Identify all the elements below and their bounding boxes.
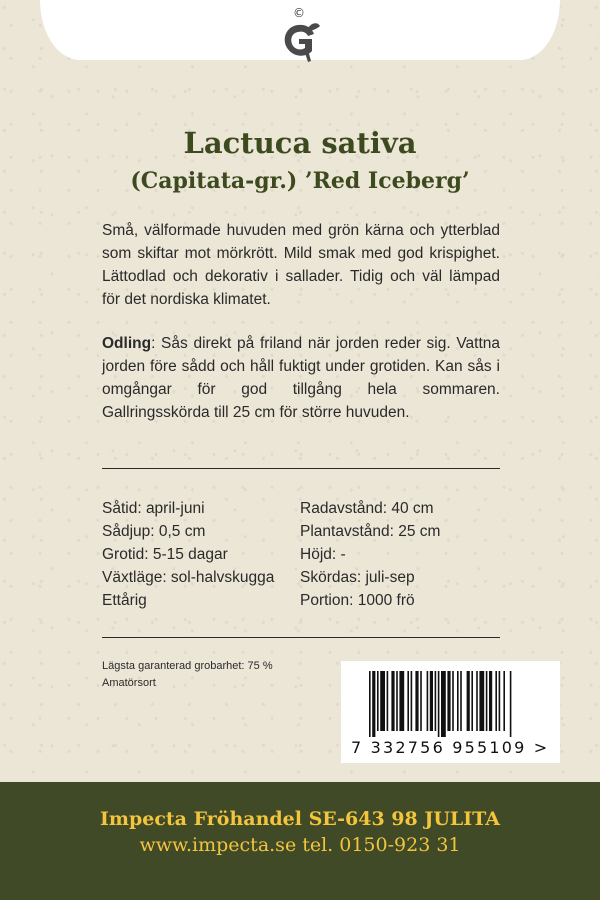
- cultivation-label: Odling: [102, 335, 152, 352]
- barcode-bar: [441, 671, 446, 737]
- barcode-bar: [377, 671, 379, 731]
- barcode-bar: [435, 671, 437, 731]
- barcode-bar: [427, 671, 429, 731]
- latin-name-title: Lactuca sativa: [183, 126, 417, 160]
- barcode-bar: [411, 671, 413, 731]
- specs-left-column: [102, 497, 302, 612]
- cultivar-title: (Capitata-gr.) ’Red Iceberg’: [130, 168, 470, 194]
- barcode-bars: [341, 661, 560, 741]
- specs-right-column: [300, 497, 500, 612]
- barcode-bar: [415, 671, 418, 731]
- barcode-bar: [438, 671, 440, 737]
- barcode-bar: [476, 671, 478, 731]
- cultivation-text: : Sås direkt på friland när jorden reder sig. Vattna jorden före sådd och håll fuktigt under grotiden. Kan sås i omgångar för god tillgång hela sommaren. Gallringsskörda till 25 cm för större huvuden.: [102, 335, 500, 421]
- barcode-bar: [430, 671, 433, 731]
- spec-lifecycle: Ettårig: [102, 592, 147, 609]
- barcode-number: 7 332756 955109 >: [351, 738, 550, 757]
- barcode-bar: [489, 671, 492, 731]
- barcode-bar: [467, 671, 470, 731]
- barcode-bar: [457, 671, 459, 731]
- barcode-bar: [380, 671, 385, 731]
- barcode-bar: [391, 671, 394, 731]
- barcode-bar: [447, 671, 450, 731]
- description-paragraph: Små, välformade huvuden med grön kärna och ytterblad som skiftar mot mörkrött. Mild smak med god krispighet. Lättodlad och dekorativ i sallader. Tidig och väl lämpad för det nordiska klimatet.: [102, 222, 500, 308]
- spec-height: Höjd: -: [300, 546, 346, 563]
- barcode-bar: [396, 671, 398, 731]
- spec-growing-site: Växtläge: sol-halvskugga: [102, 569, 275, 586]
- barcode-bar: [503, 671, 505, 731]
- company-address: Impecta Fröhandel SE-643 98 JULITA: [99, 808, 501, 830]
- barcode-bar: [510, 671, 512, 737]
- barcode: [341, 661, 560, 763]
- barcode-bar: [387, 671, 389, 731]
- spec-sowing-depth: Sådjup: 0,5 cm: [102, 523, 206, 540]
- cultivation-paragraph: [102, 332, 500, 424]
- barcode-bar: [479, 671, 484, 731]
- barcode-bar: [460, 671, 462, 731]
- barcode-bar: [471, 671, 473, 731]
- spec-germination-time: Grotid: 5-15 dagar: [102, 546, 228, 563]
- contact-info: www.impecta.se tel. 0150-923 31: [139, 834, 461, 856]
- copyright-symbol: ©: [293, 6, 305, 20]
- barcode-bar: [399, 671, 404, 731]
- spec-row-spacing: Radavstånd: 40 cm: [300, 500, 434, 517]
- divider-bottom: [102, 637, 500, 638]
- barcode-bar: [499, 671, 501, 731]
- barcode-bar: [369, 671, 371, 737]
- barcode-bar: [372, 671, 375, 737]
- spec-plant-spacing: Plantavstånd: 25 cm: [300, 523, 441, 540]
- variety-type-note: Amatörsort: [102, 677, 156, 689]
- spec-sowing-time: Såtid: april-juni: [102, 500, 205, 517]
- spec-harvest: Skördas: juli-sep: [300, 569, 415, 586]
- barcode-bar: [420, 671, 422, 731]
- barcode-bar: [486, 671, 488, 731]
- barcode-bar: [452, 671, 454, 731]
- barcode-bar: [407, 671, 409, 731]
- divider-top: [102, 468, 500, 469]
- spec-portion: Portion: 1000 frö: [300, 592, 415, 609]
- germination-note: Lägsta garanterad grobarhet: 75 %: [102, 660, 273, 672]
- barcode-bar: [495, 671, 497, 731]
